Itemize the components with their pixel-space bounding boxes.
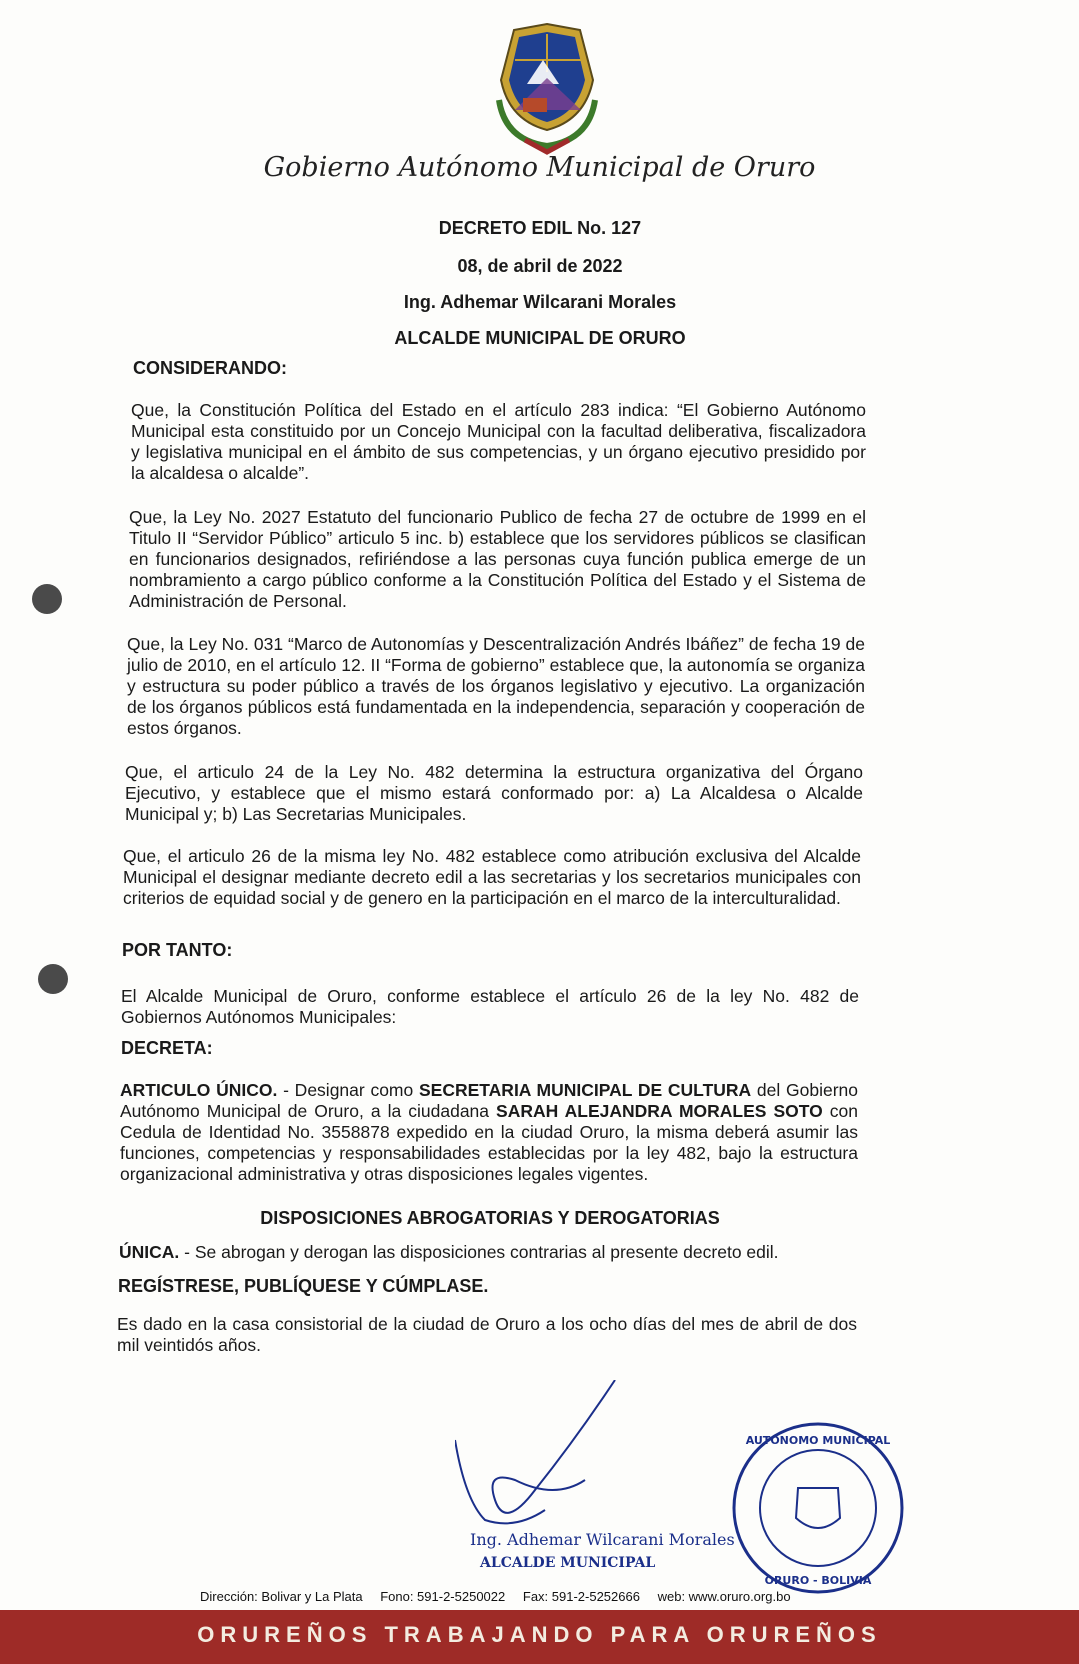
unica-label: ÚNICA. xyxy=(119,1242,180,1262)
appointee-name: SARAH ALEJANDRA MORALES SOTO xyxy=(496,1101,823,1121)
decree-date: 08, de abril de 2022 xyxy=(457,256,623,276)
considerando-paragraph-4: Que, el articulo 24 de la Ley No. 482 determina la estructura organizativa del Órgano Ejecutivo, y establece que el mismo estará conformado por: a) La Alcaldesa o Alcalde Municipal y; b) Las Secretarias Municipales. xyxy=(125,762,863,824)
handwritten-signature xyxy=(455,1380,695,1540)
appointed-role: SECRETARIA MUNICIPAL DE CULTURA xyxy=(418,1080,752,1100)
official-name: Ing. Adhemar Wilcarani Morales xyxy=(403,292,677,312)
considerando-paragraph-5: Que, el articulo 26 de la misma ley No. 482 establece como atribución exclusiva del Alcalde Municipal el designar mediante decreto edil a las secretarias y los secretarios municipales con criterios de equidad social y de genero en la participación en el marco de la interculturalidad. xyxy=(123,846,861,908)
municipal-crest-logo xyxy=(485,20,610,160)
considerando-paragraph-3: Que, la Ley No. 031 “Marco de Autonomías y Descentralización Andrés Ibáñez” de fecha 19 de julio de 2010, en el artículo 12. II “Forma de gobierno” establece que, la autonomía se organiza y estructura su poder público a través de los órganos legislativo y ejecutivo. La organización de los órganos públicos está fundamentada en la independencia, separación y cooperación de estos órganos. xyxy=(127,634,865,738)
signature-role: ALCALDE MUNICIPAL xyxy=(480,1555,656,1571)
considerando-paragraph-2: Que, la Ley No. 2027 Estatuto del funcionario Publico de fecha 27 de octubre de 1999 en el Titulo II “Servidor Público” articulo 5 inc. b) establece que los servidores públicos se clasifican en funcionarios designados, refiriéndose a las personas cuya función publica emerge de un nombramiento a cargo público conforme a la Constitución Política del Estado y el Sistema de Administración de Personal. xyxy=(129,507,866,611)
register-formula: REGÍSTRESE, PUBLÍQUESE Y CÚMPLASE. xyxy=(118,1276,489,1296)
footer-web: web: www.oruro.org.bo xyxy=(657,1589,791,1604)
footer-phone: Fono: 591-2-5250022 xyxy=(380,1589,506,1604)
footer-banner: ORUREÑOS TRABAJANDO PARA ORUREÑOS xyxy=(0,1610,1079,1664)
punch-hole-bottom xyxy=(38,964,68,994)
disposiciones-heading: DISPOSICIONES ABROGATORIAS Y DEROGATORIAS xyxy=(260,1208,720,1228)
decreta-heading: DECRETA: xyxy=(121,1038,213,1058)
svg-text:ORURO - BOLIVIA: ORURO - BOLIVIA xyxy=(764,1574,872,1587)
institution-name: Gobierno Autónomo Municipal de Oruro xyxy=(263,152,816,183)
articulo-text-3: con Cedula de Identidad No. 3558878 expedido en la ciudad Oruro, la misma deberá asumir las funciones, competencias y responsabilidades establecidas por la ley 482, bajo la estructura organizacional administrativa y otras disposiciones legales vigentes. xyxy=(120,1101,858,1184)
given-at-paragraph: Es dado en la casa consistorial de la ciudad de Oruro a los ocho días del mes de abril de dos mil veintidós años. xyxy=(117,1314,857,1355)
articulo-unico-label: ARTICULO ÚNICO. xyxy=(120,1080,278,1100)
articulo-unico-paragraph xyxy=(120,1080,858,1185)
footer-fax: Fax: 591-2-5252666 xyxy=(522,1589,640,1604)
decree-number: DECRETO EDIL No. 127 xyxy=(438,218,642,238)
articulo-text-1: - Designar como xyxy=(277,1080,419,1100)
footer-contact xyxy=(200,1589,1030,1604)
svg-text:AUTÓNOMO MUNICIPAL: AUTÓNOMO MUNICIPAL xyxy=(745,1434,891,1447)
official-office: ALCALDE MUNICIPAL DE ORURO xyxy=(394,328,686,348)
unica-text: - Se abrogan y derogan las disposiciones contrarias al presente decreto edil. xyxy=(179,1242,779,1262)
signature-name: Ing. Adhemar Wilcarani Morales xyxy=(470,1530,735,1549)
articulo-text-2: del Gobierno Autónomo Municipal de Oruro, a la ciudadana xyxy=(120,1080,858,1121)
punch-hole-top xyxy=(32,584,62,614)
municipal-seal-stamp xyxy=(728,1418,908,1598)
considerando-heading: CONSIDERANDO: xyxy=(133,358,288,378)
footer-address: Dirección: Bolivar y La Plata xyxy=(200,1589,363,1604)
considerando-paragraph-1: Que, la Constitución Política del Estado en el artículo 283 indica: “El Gobierno Autónomo Municipal esta constituido por un Concejo Municipal con la facultad deliberativa, fiscalizadora y legislativa municipal en el ámbito de sus competencias, y un órgano ejecutivo presidido por la alcaldesa o alcalde”. xyxy=(131,400,866,483)
unica-disposicion xyxy=(119,1242,859,1263)
por-tanto-heading: POR TANTO: xyxy=(122,940,233,960)
por-tanto-paragraph: El Alcalde Municipal de Oruro, conforme establece el artículo 26 de la ley No. 482 de Gobiernos Autónomos Municipales: xyxy=(121,986,859,1027)
